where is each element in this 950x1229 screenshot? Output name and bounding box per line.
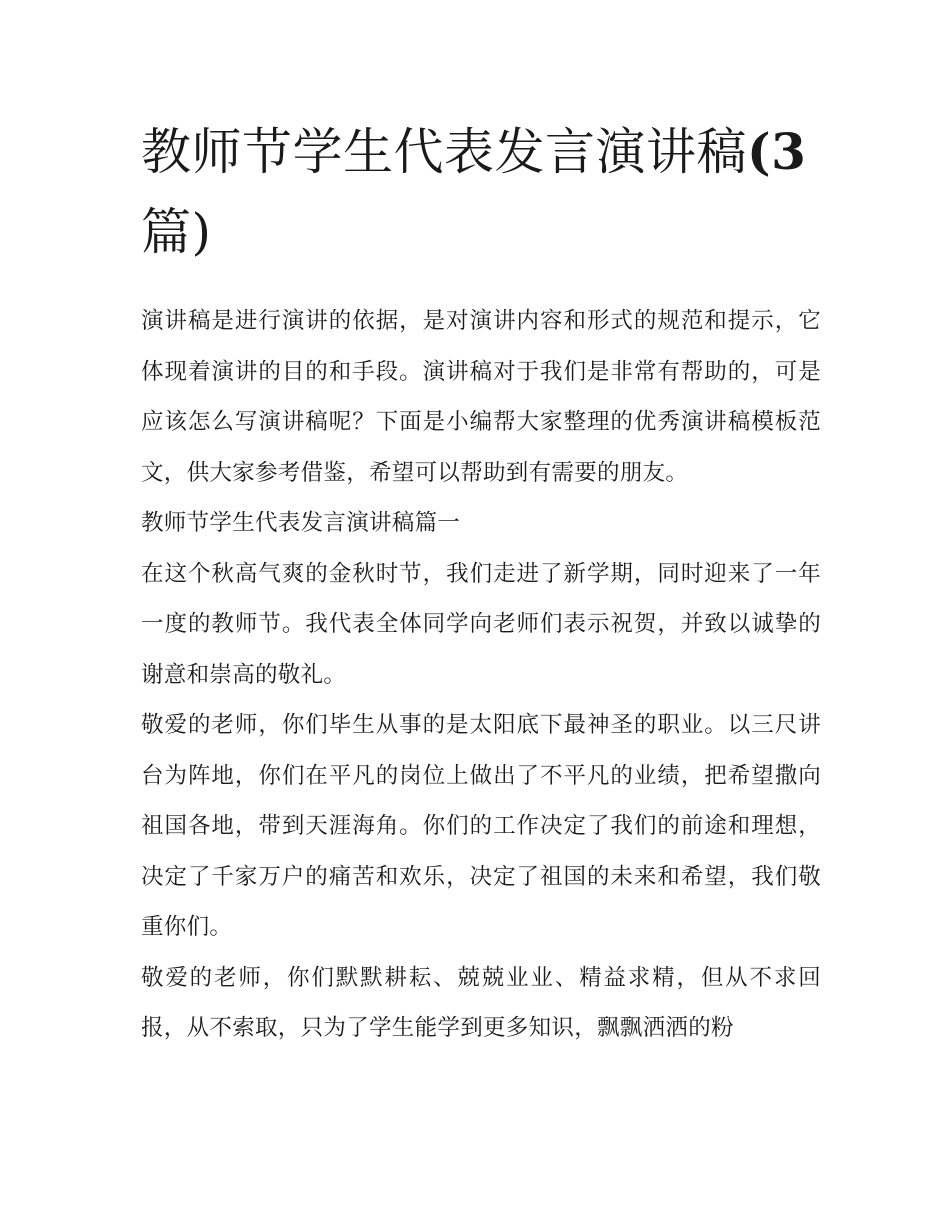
title-count-open: (3 <box>747 122 807 181</box>
body-paragraph: 敬爱的老师，你们默默耕耘、兢兢业业、精益求精，但从不求回报，从不索取，只为了学生能学到更多知识，飘飘洒洒的粉 <box>141 964 821 1041</box>
body-paragraph: 在这个秋高气爽的金秋时节，我们走进了新学期，同时迎来了一年一度的教师节。我代表全体同学向老师们表示祝贺，并致以诚挚的谢意和崇高的敬礼。 <box>141 560 821 688</box>
intro-paragraph: 演讲稿是进行演讲的依据，是对演讲内容和形式的规范和提示，它体现着演讲的目的和手段。演讲稿对于我们是非常有帮助的，可是应该怎么写演讲稿呢？下面是小编帮大家整理的优秀演讲稿模板范文，供大家参考借鉴，希望可以帮助到有需要的朋友。 <box>141 308 821 486</box>
title-text: 教师节学生代表发言演讲稿 <box>141 123 747 181</box>
document-title <box>141 112 821 272</box>
title-count-close: 篇) <box>141 203 212 261</box>
section-heading: 教师节学生代表发言演讲稿篇一 <box>141 510 461 536</box>
body-paragraph: 敬爱的老师，你们毕生从事的是太阳底下最神圣的职业。以三尺讲台为阵地，你们在平凡的岗位上做出了不平凡的业绩，把希望撒向祖国各地，带到天涯海角。你们的工作决定了我们的前途和理想，决定了千家万户的痛苦和欢乐，决定了祖国的未来和希望，我们敬重你们。 <box>141 712 821 940</box>
document-body <box>141 296 821 1054</box>
document-content <box>141 112 821 1054</box>
